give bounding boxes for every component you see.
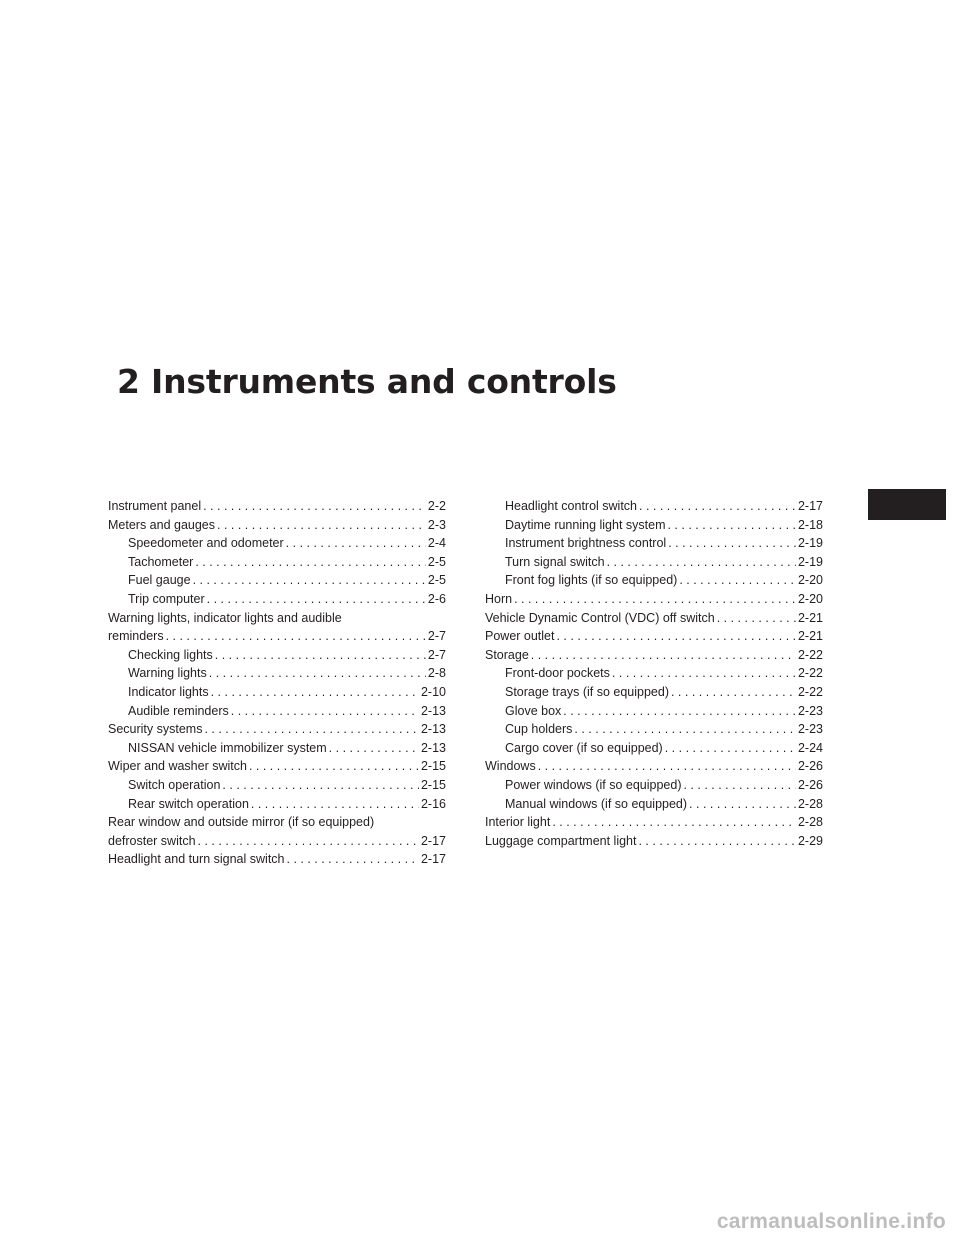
toc-entry-label: Glove box: [505, 703, 562, 718]
toc-entry-page: 2-26: [797, 759, 823, 774]
toc-entry[interactable]: [485, 683, 823, 702]
toc-entry[interactable]: [108, 832, 446, 851]
toc-entry-page: 2-19: [797, 554, 823, 569]
toc-entry[interactable]: [485, 720, 823, 739]
toc-dot-leader: [531, 646, 796, 665]
toc-entry[interactable]: [485, 497, 823, 516]
toc-entry[interactable]: [108, 720, 446, 739]
toc-dot-leader: [231, 702, 419, 721]
toc-dot-leader: [563, 702, 796, 721]
toc-entry[interactable]: [108, 590, 446, 609]
toc-entry[interactable]: [108, 702, 446, 721]
toc-entry-label: Switch operation: [128, 777, 221, 792]
toc-dot-leader: [671, 683, 796, 702]
toc-dot-leader: [538, 757, 796, 776]
toc-entry[interactable]: [108, 646, 446, 665]
toc-dot-leader: [217, 516, 426, 535]
toc-dot-leader: [195, 553, 426, 572]
toc-entry[interactable]: [108, 664, 446, 683]
toc-entry[interactable]: [108, 813, 446, 832]
toc-entry-label: Rear switch operation: [128, 796, 249, 811]
toc-entry-page: 2-24: [797, 740, 823, 755]
toc-entry-label: Trip computer: [128, 591, 205, 606]
toc-dot-leader: [287, 850, 419, 869]
toc-dot-leader: [198, 832, 419, 851]
toc-dot-leader: [166, 627, 426, 646]
toc-entry-page: 2-10: [420, 684, 446, 699]
toc-entry-label: Speedometer and odometer: [128, 536, 284, 551]
toc-entry[interactable]: [108, 553, 446, 572]
toc-entry[interactable]: [108, 609, 446, 628]
toc-entry-label: Instrument panel: [108, 499, 202, 513]
toc-entry-page: 2-22: [797, 666, 823, 681]
watermark: carmanualsonline.info: [716, 1210, 946, 1233]
toc-entry-label: Fuel gauge: [128, 573, 191, 588]
toc-entry-label: Indicator lights: [128, 684, 209, 699]
toc-entry-label: Vehicle Dynamic Control (VDC) off switch: [485, 610, 715, 625]
toc-entry-page: 2-16: [420, 796, 446, 811]
toc-entry-page: 2-17: [420, 833, 446, 848]
toc-dot-leader: [612, 664, 796, 683]
toc-dot-leader: [667, 516, 795, 535]
toc-entry-label: Security systems: [108, 722, 203, 737]
toc-dot-leader: [209, 664, 426, 683]
toc-dot-leader: [286, 534, 426, 553]
toc-entry[interactable]: [108, 795, 446, 814]
toc-dot-leader: [222, 776, 419, 795]
toc-entry-label: Cargo cover (if so equipped): [505, 740, 663, 755]
toc-entry-page: 2-29: [797, 833, 823, 848]
toc-entry-label: Warning lights, indicator lights and audible: [108, 610, 342, 625]
toc-dot-leader: [556, 627, 795, 646]
toc-entry[interactable]: [485, 757, 823, 776]
chapter-title: 2 Instruments and controls: [117, 362, 617, 401]
toc-entry[interactable]: [108, 534, 446, 553]
toc-dot-leader: [514, 590, 796, 609]
toc-dot-leader: [574, 720, 796, 739]
toc-entry-label: Tachometer: [128, 554, 194, 569]
toc-entry[interactable]: [485, 571, 823, 590]
toc-dot-leader: [552, 813, 796, 832]
toc-entry-page: 2-22: [797, 684, 823, 699]
toc-entry-page: 2-15: [420, 759, 446, 774]
toc-entry[interactable]: [108, 571, 446, 590]
toc-entry-label: defroster switch: [108, 833, 196, 848]
toc-dot-leader: [329, 739, 419, 758]
toc-entry-page: 2-4: [427, 536, 446, 551]
toc-entry-label: Interior light: [485, 815, 551, 830]
toc-entry-label: Storage trays (if so equipped): [505, 684, 669, 699]
toc-entry[interactable]: [485, 627, 823, 646]
toc-entry[interactable]: [108, 739, 446, 758]
toc-entry-label: Daytime running light system: [505, 517, 666, 532]
toc-entry-label: NISSAN vehicle immobilizer system: [128, 740, 327, 755]
toc-entry-page: 2-19: [797, 536, 823, 551]
toc-dot-leader: [207, 590, 426, 609]
toc-entry[interactable]: [108, 776, 446, 795]
toc-entry-page: 2-21: [797, 610, 823, 625]
toc-dot-leader: [193, 571, 426, 590]
toc-dot-leader: [251, 795, 419, 814]
toc-entry-label: Meters and gauges: [108, 517, 216, 532]
toc-entry-label: Warning lights: [128, 666, 207, 681]
toc-entry-page: 2-8: [427, 666, 446, 681]
toc-entry[interactable]: [485, 795, 823, 814]
toc-entry-page: 2-13: [420, 703, 446, 718]
toc-dot-leader: [717, 609, 796, 628]
toc-entry[interactable]: [485, 534, 823, 553]
toc-entry-page: 2-23: [797, 722, 823, 737]
chapter-tab-marker: [868, 489, 946, 520]
toc-entry-page: 2-17: [797, 499, 823, 513]
toc-entry-page: 2-20: [797, 573, 823, 588]
toc-column-right: [485, 497, 823, 850]
toc-entry-label: Power windows (if so equipped): [505, 777, 682, 792]
toc-entry-label: Headlight and turn signal switch: [108, 852, 285, 867]
toc-column-left: [108, 497, 446, 869]
toc-entry-page: 2-28: [797, 815, 823, 830]
toc-entry-page: 2-22: [797, 647, 823, 662]
toc-entry-page: 2-13: [420, 740, 446, 755]
toc-entry-page: 2-5: [427, 573, 446, 588]
toc-entry-page: 2-15: [420, 777, 446, 792]
toc-entry[interactable]: [108, 683, 446, 702]
toc-dot-leader: [215, 646, 426, 665]
toc-entry[interactable]: [485, 832, 823, 851]
toc-entry-label: Rear window and outside mirror (if so equipped): [108, 815, 375, 830]
toc-entry[interactable]: [108, 757, 446, 776]
toc-entry[interactable]: [485, 609, 823, 628]
toc-entry-label: Cup holders: [505, 722, 573, 737]
toc-entry-label: Instrument brightness control: [505, 536, 667, 551]
toc-entry-label: Power outlet: [485, 629, 555, 644]
toc-entry-label: Horn: [485, 591, 513, 606]
toc-entry[interactable]: [108, 850, 446, 869]
toc-dot-leader: [683, 776, 795, 795]
toc-entry-page: 2-21: [797, 629, 823, 644]
toc-entry-label: Front-door pockets: [505, 666, 610, 681]
toc-entry[interactable]: [485, 739, 823, 758]
toc-entry-label: reminders: [108, 629, 164, 644]
toc-entry[interactable]: [485, 553, 823, 572]
toc-entry[interactable]: [485, 646, 823, 665]
toc-entry-label: Wiper and washer switch: [108, 759, 247, 774]
toc-entry-label: Windows: [485, 759, 536, 774]
toc-entry[interactable]: [485, 590, 823, 609]
toc-entry-page: 2-5: [427, 554, 446, 569]
toc-entry-page: 2-2: [427, 499, 446, 513]
toc-entry-page: 2-3: [427, 517, 446, 532]
toc-entry-label: Checking lights: [128, 647, 213, 662]
toc-entry[interactable]: [485, 664, 823, 683]
toc-entry-page: 2-17: [420, 852, 446, 867]
toc-dot-leader: [638, 832, 795, 851]
toc-entry-page: 2-26: [797, 777, 823, 792]
toc-entry[interactable]: [108, 516, 446, 535]
toc-entry-page: 2-7: [427, 629, 446, 644]
toc-entry-label: Front fog lights (if so equipped): [505, 573, 678, 588]
toc-entry-label: Manual windows (if so equipped): [505, 796, 688, 811]
toc-entry-label: Turn signal switch: [505, 554, 605, 569]
toc-dot-leader: [203, 497, 426, 516]
toc-entry-page: 2-6: [427, 591, 446, 606]
toc-entry-label: Audible reminders: [128, 703, 229, 718]
toc-entry[interactable]: [108, 627, 446, 646]
toc-entry-page: 2-28: [797, 796, 823, 811]
toc-entry[interactable]: [108, 497, 446, 516]
toc-entry-label: Headlight control switch: [505, 499, 638, 513]
toc-entry[interactable]: [485, 516, 823, 535]
toc-entry[interactable]: [485, 813, 823, 832]
toc-dot-leader: [249, 757, 419, 776]
toc-dot-leader: [668, 534, 796, 553]
toc-dot-leader: [689, 795, 796, 814]
toc-dot-leader: [204, 720, 419, 739]
toc-dot-leader: [665, 739, 796, 758]
toc-entry-page: 2-7: [427, 647, 446, 662]
toc-dot-leader: [607, 553, 796, 572]
toc-entry-page: 2-13: [420, 722, 446, 737]
toc-dot-leader: [211, 683, 419, 702]
toc-entry-label: Storage: [485, 647, 529, 662]
toc-entry[interactable]: [485, 702, 823, 721]
toc-dot-leader: [679, 571, 796, 590]
toc-entry-page: 2-20: [797, 591, 823, 606]
toc-entry-page: 2-18: [797, 517, 823, 532]
toc-entry[interactable]: [485, 776, 823, 795]
toc-entry-label: Luggage compartment light: [485, 833, 637, 848]
toc-dot-leader: [639, 497, 796, 516]
toc-entry-page: 2-23: [797, 703, 823, 718]
